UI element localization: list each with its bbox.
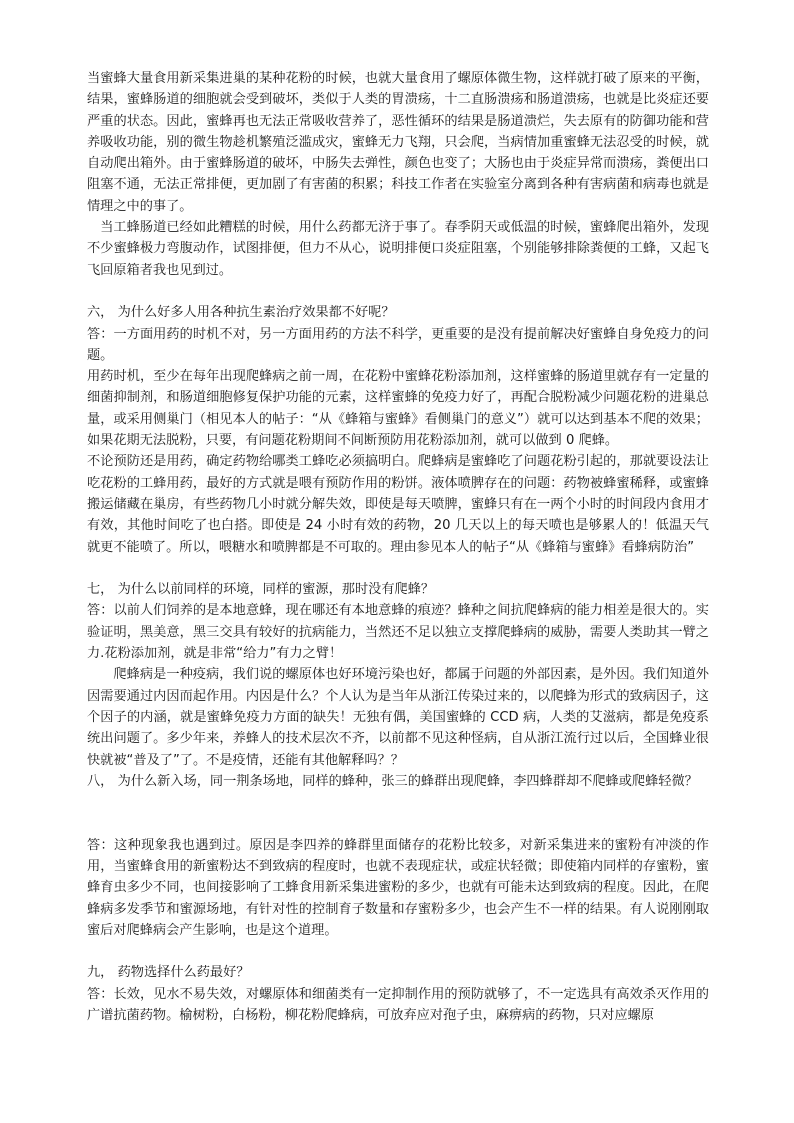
answer-eight: 答：这种现象我也遇到过。原因是李四养的蜂群里面储存的花粉比较多，对新采集进来的蜜粉有冲淡的作用，当蜜蜂食用的新蜜粉达不到致病的程度时，也就不表现症状，或症状轻微；即使箱内同样的存蜜粉，蜜蜂育虫多少不同，也间接影响了工蜂食用新采集进蜜粉的多少，也就有可能未达到致病的程度。因此，在爬蜂病多发季节和蜜源场地，有针对性的控制育子数量和存蜜粉多少，也会产生不一样的结果。有人说刚刚取蜜后对爬蜂病会产生影响，也是这个道理。 [87,837,709,938]
answer-six: 答：一方面用药的时机不对，另一方面用药的方法不科学，更重要的是没有提前解决好蜜蜂自身免疫力的问题。 [87,326,709,363]
answer-nine: 答：长效，见水不易失效，对螺原体和细菌类有一定抑制作用的预防就够了，不一定选具有高效杀灭作用的广谱抗菌药物。榆树粉，白杨粉，柳花粉爬蜂病，可放弃应对孢子虫，麻痹病的药物，只对应螺原 [87,986,709,1024]
question-nine: 九， 药物选择什么药最好？ [87,965,250,981]
answer-six-timing: 用药时机，至少在每年出现爬蜂病之前一周，在花粉中蜜蜂花粉添加剂，这样蜜蜂的肠道里就存有一定量的细菌抑制剂，和肠道细胞修复保护功能的元素，这样蜜蜂的免疫力好了，再配合脱粉减少问题花粉的进巢总量，或采用侧巢门（相见本人的帖子：“从《蜂箱与蜜蜂》看侧巢门的意义”）就可以达到基本不爬的效果；如果花期无法脱粉，只要，有问题花粉期间不间断预防用花粉添加剂，就可以做到 0 爬蜂。 [87,369,709,449]
question-seven: 七， 为什么以前同样的环境，同样的蜜源，那时没有爬蜂？ [87,582,435,598]
answer-seven: 答：以前人们饲养的是本地意蜂，现在哪还有本地意蜂的痕迹？蜂种之间抗爬蜂病的能力相差是很大的。实验证明，黑美意，黑三交具有较好的抗病能力，当然还不足以独立支撑爬蜂病的威胁，需要人类助其一臂之力.花粉添加剂，就是非常“给力”有力之臂！ [87,603,709,662]
paragraph-intestinal-damage: 当蜜蜂大量食用新采集进巢的某种花粉的时候，也就大量食用了螺原体微生物，这样就打破了原来的平衡，结果，蜜蜂肠道的细胞就会受到破坏，类似于人类的胃溃疡，十二直肠溃疡和肠道溃疡，也就是比炎症还要严重的状态。因此，蜜蜂再也无法正常吸收营养了，恶性循环的结果是肠道溃烂，失去原有的防御功能和营养吸收功能，别的微生物趁机繁殖泛滥成灾，蜜蜂无力飞翔，只会爬，当病情加重蜜蜂无法忍受的时候，就自动爬出箱外。由于蜜蜂肠道的破坏，中肠失去弹性，颜色也变了；大肠也由于炎症异常而溃疡，粪便出口阻塞不通，无法正常排便，更加剧了有害菌的积累；科技工作者在实验室分离到各种有害病菌和病毒也就是情理之中的事了。 [87,71,709,214]
question-six: 六， 为什么好多人用各种抗生素治疗效果都不好呢？ [87,305,395,321]
answer-seven-cause: 爬蜂病是一种疫病，我们说的螺原体也好环境污染也好，都属于问题的外部因素，是外因。我们知道外因需要通过内因而起作用。内因是什么？个人认为是当年从浙江传染过来的，以爬蜂为形式的致病因子，这个因子的内涵，就是蜜蜂免疫力方面的缺失！无独有偶，美国蜜蜂的 CCD 病，人类的艾滋病，都是免疫系统出问题了。多少年来，养蜂人的技术层次不齐，以前都不见这种怪病，自从浙江流行过以后，全国蜂业很快就被“普及了”了。不是疫情，还能有其他解释吗？？ [87,667,709,768]
document-body [87,68,709,1026]
answer-six-method: 不论预防还是用药，确定药物给哪类工蜂吃必须搞明白。爬蜂病是蜜蜂吃了问题花粉引起的，那就要设法让吃花粉的工蜂用药，最好的方式就是喂有预防作用的粉饼。液体喷脾存在的问题：药物被蜂蜜稀释，或蜜蜂搬运储藏在巢房，有些药物几小时就分解失效，即使是每天喷脾，蜜蜂只有在一两个小时的时间段内食用才有效，其他时间吃了也白搭。即使是 24 小时有效的药物，20 几天以上的每天喷也是够累人的！低温天气就更不能喷了。所以，喂糖水和喷脾都是不可取的。理由参见本人的帖子“从《蜂箱与蜜蜂》看蜂病防治” [87,454,709,555]
paragraph-worker-bee-condition: 当工蜂肠道已经如此糟糕的时候，用什么药都无济于事了。春季阴天或低温的时候，蜜蜂爬出箱外，发现不少蜜蜂极力弯腹动作，试图排便，但力不从心，说明排便口炎症阻塞，个别能够排除粪便的工蜂，又起飞飞回原箱者我也见到过。 [87,220,709,278]
question-eight: 八， 为什么新入场，同一荆条场地，同样的蜂种，张三的蜂群出现爬蜂，李四蜂群却不爬蜂或爬蜂轻微？ [87,773,698,789]
